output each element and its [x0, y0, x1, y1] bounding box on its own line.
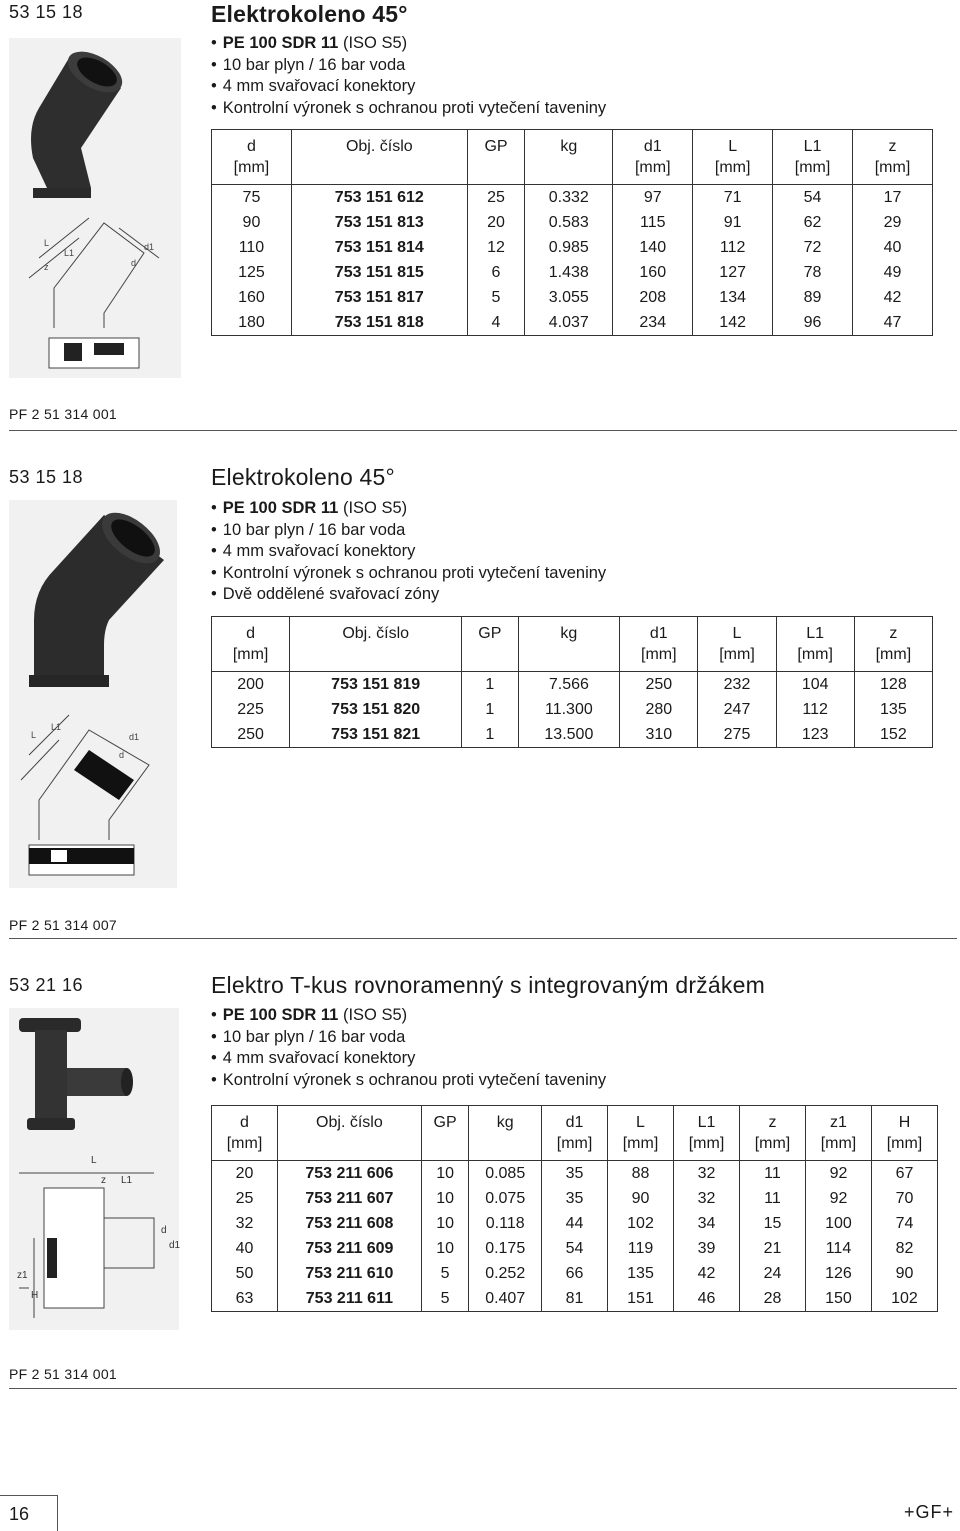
table-cell: 135: [880, 700, 907, 718]
page-number-box: [0, 1495, 58, 1531]
table-cell: 25: [467, 185, 525, 211]
table-cell: 1: [462, 672, 518, 698]
table-cell: 128: [880, 675, 907, 693]
order-number-cell: 753 151 818: [291, 310, 467, 336]
col-header-gp: GP: [462, 617, 518, 672]
product-image: [9, 1008, 179, 1330]
table-cell: 10: [421, 1211, 469, 1236]
dim-label-l: L: [44, 238, 50, 248]
table-cell: 90: [212, 210, 292, 235]
table-cell: 114: [805, 1236, 871, 1261]
product-code: 53 21 16: [9, 975, 84, 995]
col-header-l: L [mm]: [693, 130, 773, 185]
feature-item: • 10 bar plyn / 16 bar voda: [211, 520, 606, 542]
table-cell: 0.085: [469, 1161, 542, 1187]
table-cell: 15: [739, 1211, 805, 1236]
table-cell: 247: [698, 697, 776, 722]
table-cell: 102: [608, 1211, 674, 1236]
dim-label-h: H: [31, 1290, 39, 1301]
table-body: [212, 672, 933, 748]
table-cell: 160: [613, 260, 693, 285]
table-row: [212, 1261, 938, 1286]
table-cell: 92: [805, 1186, 871, 1211]
table-cell: 70: [895, 1189, 914, 1207]
table-cell: 104: [776, 672, 854, 698]
col-header-d1: d1 [mm]: [620, 617, 698, 672]
table-cell: 28: [739, 1286, 805, 1312]
table-body: [212, 185, 933, 336]
col-header-d1: d1 [mm]: [542, 1106, 608, 1161]
table-cell: 20: [212, 1161, 278, 1187]
table-cell: 11: [739, 1161, 805, 1187]
order-number-cell: 753 151 813: [291, 210, 467, 235]
feature-item: • 10 bar plyn / 16 bar voda: [211, 1027, 606, 1049]
table-cell: 200: [212, 672, 290, 698]
feature-item: • 4 mm svařovací konektory: [211, 541, 606, 563]
order-number-cell: 753 211 607: [277, 1186, 421, 1211]
table-cell: 11: [739, 1186, 805, 1211]
feature-item: • 10 bar plyn / 16 bar voda: [211, 55, 606, 77]
table-cell: 151: [608, 1286, 674, 1312]
table-cell: 134: [693, 285, 773, 310]
table-cell: 7.566: [518, 672, 620, 698]
feature-item: • Dvě oddělené svařovací zóny: [211, 584, 606, 606]
table-row: [212, 260, 933, 285]
table-header-row: [212, 130, 933, 185]
table-cell: 4: [467, 310, 525, 336]
table-cell: 78: [773, 260, 853, 285]
table-cell: 125: [212, 260, 292, 285]
table-row: [212, 1161, 938, 1187]
col-header-obj: Obj. číslo: [290, 617, 462, 672]
table-row: [212, 1286, 938, 1312]
feature-item: • PE 100 SDR 11 (ISO S5): [211, 1005, 606, 1027]
table-cell: 0.985: [525, 235, 613, 260]
table-cell: 10: [421, 1236, 469, 1261]
col-header-z1: z1 [mm]: [805, 1106, 871, 1161]
table-row: [212, 1211, 938, 1236]
col-header-d1: d1 [mm]: [613, 130, 693, 185]
table-row: [212, 722, 933, 748]
table-cell: 112: [776, 697, 854, 722]
col-header-gp: GP: [421, 1106, 469, 1161]
order-number-cell: 753 211 609: [277, 1236, 421, 1261]
product-title: Elektro T-kus rovnoramenný s integrovaným držákem: [211, 972, 765, 998]
table-row: [212, 1186, 938, 1211]
reference-code: PF 2 51 314 001: [9, 406, 118, 422]
table-row: [212, 697, 933, 722]
order-number-cell: 753 211 606: [277, 1161, 421, 1187]
table-cell: 4.037: [525, 310, 613, 336]
table-cell: 100: [805, 1211, 871, 1236]
dim-label-l1: L1: [121, 1175, 133, 1186]
table-cell: 72: [773, 235, 853, 260]
divider: [9, 430, 957, 431]
table-cell: 29: [883, 213, 902, 231]
table-row: [212, 672, 933, 698]
col-header-l1: L1 [mm]: [773, 130, 853, 185]
table-cell: 0.175: [469, 1236, 542, 1261]
table-cell: 90: [895, 1264, 914, 1282]
table-cell: 112: [693, 235, 773, 260]
table-row: [212, 235, 933, 260]
table-cell: 11.300: [518, 697, 620, 722]
table-cell: 1: [462, 722, 518, 748]
dim-label-d: d: [161, 1225, 167, 1236]
table-cell: 0.252: [469, 1261, 542, 1286]
feature-item: • Kontrolní výronek s ochranou proti vytečení taveniny: [211, 563, 606, 585]
order-number-cell: 753 211 608: [277, 1211, 421, 1236]
product-title: Elektrokoleno 45°: [211, 1, 408, 27]
table-cell: 49: [883, 263, 902, 281]
col-header-kg: kg: [525, 130, 613, 185]
dim-label-d: d: [131, 258, 137, 268]
table-cell: 89: [773, 285, 853, 310]
reference-code: PF 2 51 314 007: [9, 917, 118, 933]
table-row: [212, 1236, 938, 1261]
table-cell: 40: [883, 238, 902, 256]
table-cell: 74: [895, 1214, 914, 1232]
table-header-row: [212, 617, 933, 672]
table-cell: 71: [693, 185, 773, 211]
table-cell: 66: [542, 1261, 608, 1286]
table-cell: 20: [467, 210, 525, 235]
table-cell: 110: [212, 235, 292, 260]
table-cell: 24: [739, 1261, 805, 1286]
table-cell: 25: [212, 1186, 278, 1211]
table-cell: 50: [212, 1261, 278, 1286]
table-cell: 275: [698, 722, 776, 748]
feature-item: • Kontrolní výronek s ochranou proti vytečení taveniny: [211, 98, 606, 120]
col-header-h: H [mm]: [886, 1114, 923, 1152]
table-cell: 3.055: [525, 285, 613, 310]
table-cell: 0.075: [469, 1186, 542, 1211]
order-number-cell: 753 151 819: [290, 672, 462, 698]
table-cell: 32: [674, 1161, 740, 1187]
table-cell: 1: [462, 697, 518, 722]
table-cell: 32: [674, 1186, 740, 1211]
table-body: [212, 1161, 938, 1312]
table-cell: 250: [620, 672, 698, 698]
col-header-d: d [mm]: [212, 617, 290, 672]
col-header-l1: L1 [mm]: [776, 617, 854, 672]
order-number-cell: 753 151 815: [291, 260, 467, 285]
table-cell: 35: [542, 1186, 608, 1211]
col-header-z: z [mm]: [874, 138, 911, 176]
brand-logo: +GF+: [903, 1502, 954, 1522]
table-row: [212, 285, 933, 310]
col-header-kg: kg: [469, 1106, 542, 1161]
order-number-cell: 753 211 610: [277, 1261, 421, 1286]
dim-label-z: z: [101, 1175, 106, 1186]
table-cell: 44: [542, 1211, 608, 1236]
table-cell: 54: [773, 185, 853, 211]
product-code: 53 15 18: [9, 467, 84, 487]
divider: [9, 938, 957, 939]
divider: [9, 1388, 957, 1389]
table-cell: 17: [883, 188, 902, 206]
product-image: [9, 38, 181, 378]
table-cell: 88: [608, 1161, 674, 1187]
order-number-cell: 753 211 611: [277, 1286, 421, 1312]
col-header-d: d [mm]: [212, 130, 292, 185]
table-cell: 140: [613, 235, 693, 260]
dim-label-l: L: [91, 1155, 97, 1166]
table-cell: 39: [674, 1236, 740, 1261]
table-cell: 75: [212, 185, 292, 211]
table-cell: 142: [693, 310, 773, 336]
dim-label-z: z: [44, 262, 49, 272]
table-row: [212, 310, 933, 336]
table-cell: 10: [421, 1186, 469, 1211]
col-header-l: L [mm]: [698, 617, 776, 672]
table-cell: 96: [773, 310, 853, 336]
reference-code: PF 2 51 314 001: [9, 1366, 118, 1382]
feature-item: • Kontrolní výronek s ochranou proti vytečení taveniny: [211, 1070, 606, 1092]
feature-list: [211, 498, 606, 606]
table-cell: 152: [880, 725, 907, 743]
table-cell: 81: [542, 1286, 608, 1312]
feature-item: • 4 mm svařovací konektory: [211, 1048, 606, 1070]
col-header-z: z [mm]: [739, 1106, 805, 1161]
col-header-l1: L1 [mm]: [674, 1106, 740, 1161]
table-cell: 47: [883, 313, 902, 331]
spec-table: [211, 616, 933, 748]
table-cell: 92: [805, 1161, 871, 1187]
col-header-obj: Obj. číslo: [277, 1106, 421, 1161]
table-cell: 62: [773, 210, 853, 235]
table-cell: 5: [467, 285, 525, 310]
feature-item: • PE 100 SDR 11 (ISO S5): [211, 498, 606, 520]
table-cell: 135: [608, 1261, 674, 1286]
table-cell: 13.500: [518, 722, 620, 748]
table-cell: 102: [891, 1289, 918, 1307]
table-cell: 12: [467, 235, 525, 260]
product-image: [9, 500, 177, 888]
spec-table: [211, 1105, 938, 1312]
table-cell: 21: [739, 1236, 805, 1261]
table-cell: 63: [212, 1286, 278, 1312]
product-section-elbow-45: [0, 0, 960, 430]
order-number-cell: 753 151 817: [291, 285, 467, 310]
table-cell: 90: [608, 1186, 674, 1211]
table-header-row: [212, 1106, 938, 1161]
table-cell: 119: [608, 1236, 674, 1261]
col-header-z: z [mm]: [875, 625, 912, 663]
table-cell: 35: [542, 1161, 608, 1187]
table-cell: 6: [467, 260, 525, 285]
product-section-tee: [0, 970, 960, 1390]
table-cell: 40: [212, 1236, 278, 1261]
table-cell: 126: [805, 1261, 871, 1286]
table-cell: 5: [421, 1286, 469, 1312]
dim-label-d: d: [119, 750, 125, 760]
dim-label-z1: z1: [17, 1270, 28, 1281]
table-cell: 0.583: [525, 210, 613, 235]
dim-label-l1: L1: [64, 248, 75, 258]
product-section-elbow-45-large: [0, 462, 960, 940]
table-cell: 150: [805, 1286, 871, 1312]
table-row: [212, 210, 933, 235]
feature-list: [211, 1005, 606, 1091]
col-header-d: d [mm]: [212, 1106, 278, 1161]
dim-label-d1: d1: [169, 1240, 181, 1251]
table-cell: 82: [895, 1239, 914, 1257]
table-cell: 180: [212, 310, 292, 336]
spec-table: [211, 129, 933, 336]
table-cell: 91: [693, 210, 773, 235]
col-header-l: L [mm]: [608, 1106, 674, 1161]
table-cell: 232: [698, 672, 776, 698]
order-number-cell: 753 151 820: [290, 697, 462, 722]
feature-item: • 4 mm svařovací konektory: [211, 76, 606, 98]
table-cell: 310: [620, 722, 698, 748]
col-header-kg: kg: [518, 617, 620, 672]
table-cell: 0.332: [525, 185, 613, 211]
order-number-cell: 753 151 821: [290, 722, 462, 748]
order-number-cell: 753 151 612: [291, 185, 467, 211]
table-cell: 34: [674, 1211, 740, 1236]
col-header-obj: Obj. číslo: [291, 130, 467, 185]
table-cell: 280: [620, 697, 698, 722]
table-cell: 54: [542, 1236, 608, 1261]
table-cell: 225: [212, 697, 290, 722]
table-cell: 5: [421, 1261, 469, 1286]
table-cell: 42: [674, 1261, 740, 1286]
table-cell: 1.438: [525, 260, 613, 285]
table-cell: 208: [613, 285, 693, 310]
table-cell: 250: [212, 722, 290, 748]
table-cell: 160: [212, 285, 292, 310]
table-row: [212, 185, 933, 211]
table-cell: 10: [421, 1161, 469, 1187]
dim-label-d1: d1: [129, 732, 140, 742]
product-code: 53 15 18: [9, 2, 84, 22]
table-cell: 127: [693, 260, 773, 285]
dim-label-l1: L1: [51, 722, 62, 732]
table-cell: 115: [613, 210, 693, 235]
table-cell: 97: [613, 185, 693, 211]
col-header-gp: GP: [467, 130, 525, 185]
order-number-cell: 753 151 814: [291, 235, 467, 260]
table-cell: 0.118: [469, 1211, 542, 1236]
table-cell: 67: [895, 1164, 914, 1182]
dim-label-l: L: [31, 730, 37, 740]
dim-label-d1: d1: [144, 242, 155, 252]
table-cell: 42: [883, 288, 902, 306]
table-cell: 46: [674, 1286, 740, 1312]
table-cell: 32: [212, 1211, 278, 1236]
table-cell: 0.407: [469, 1286, 542, 1312]
product-title: Elektrokoleno 45°: [211, 464, 395, 490]
feature-list: [211, 33, 606, 119]
table-cell: 234: [613, 310, 693, 336]
feature-item: • PE 100 SDR 11 (ISO S5): [211, 33, 606, 55]
page-number: 16: [9, 1504, 30, 1524]
table-cell: 123: [776, 722, 854, 748]
